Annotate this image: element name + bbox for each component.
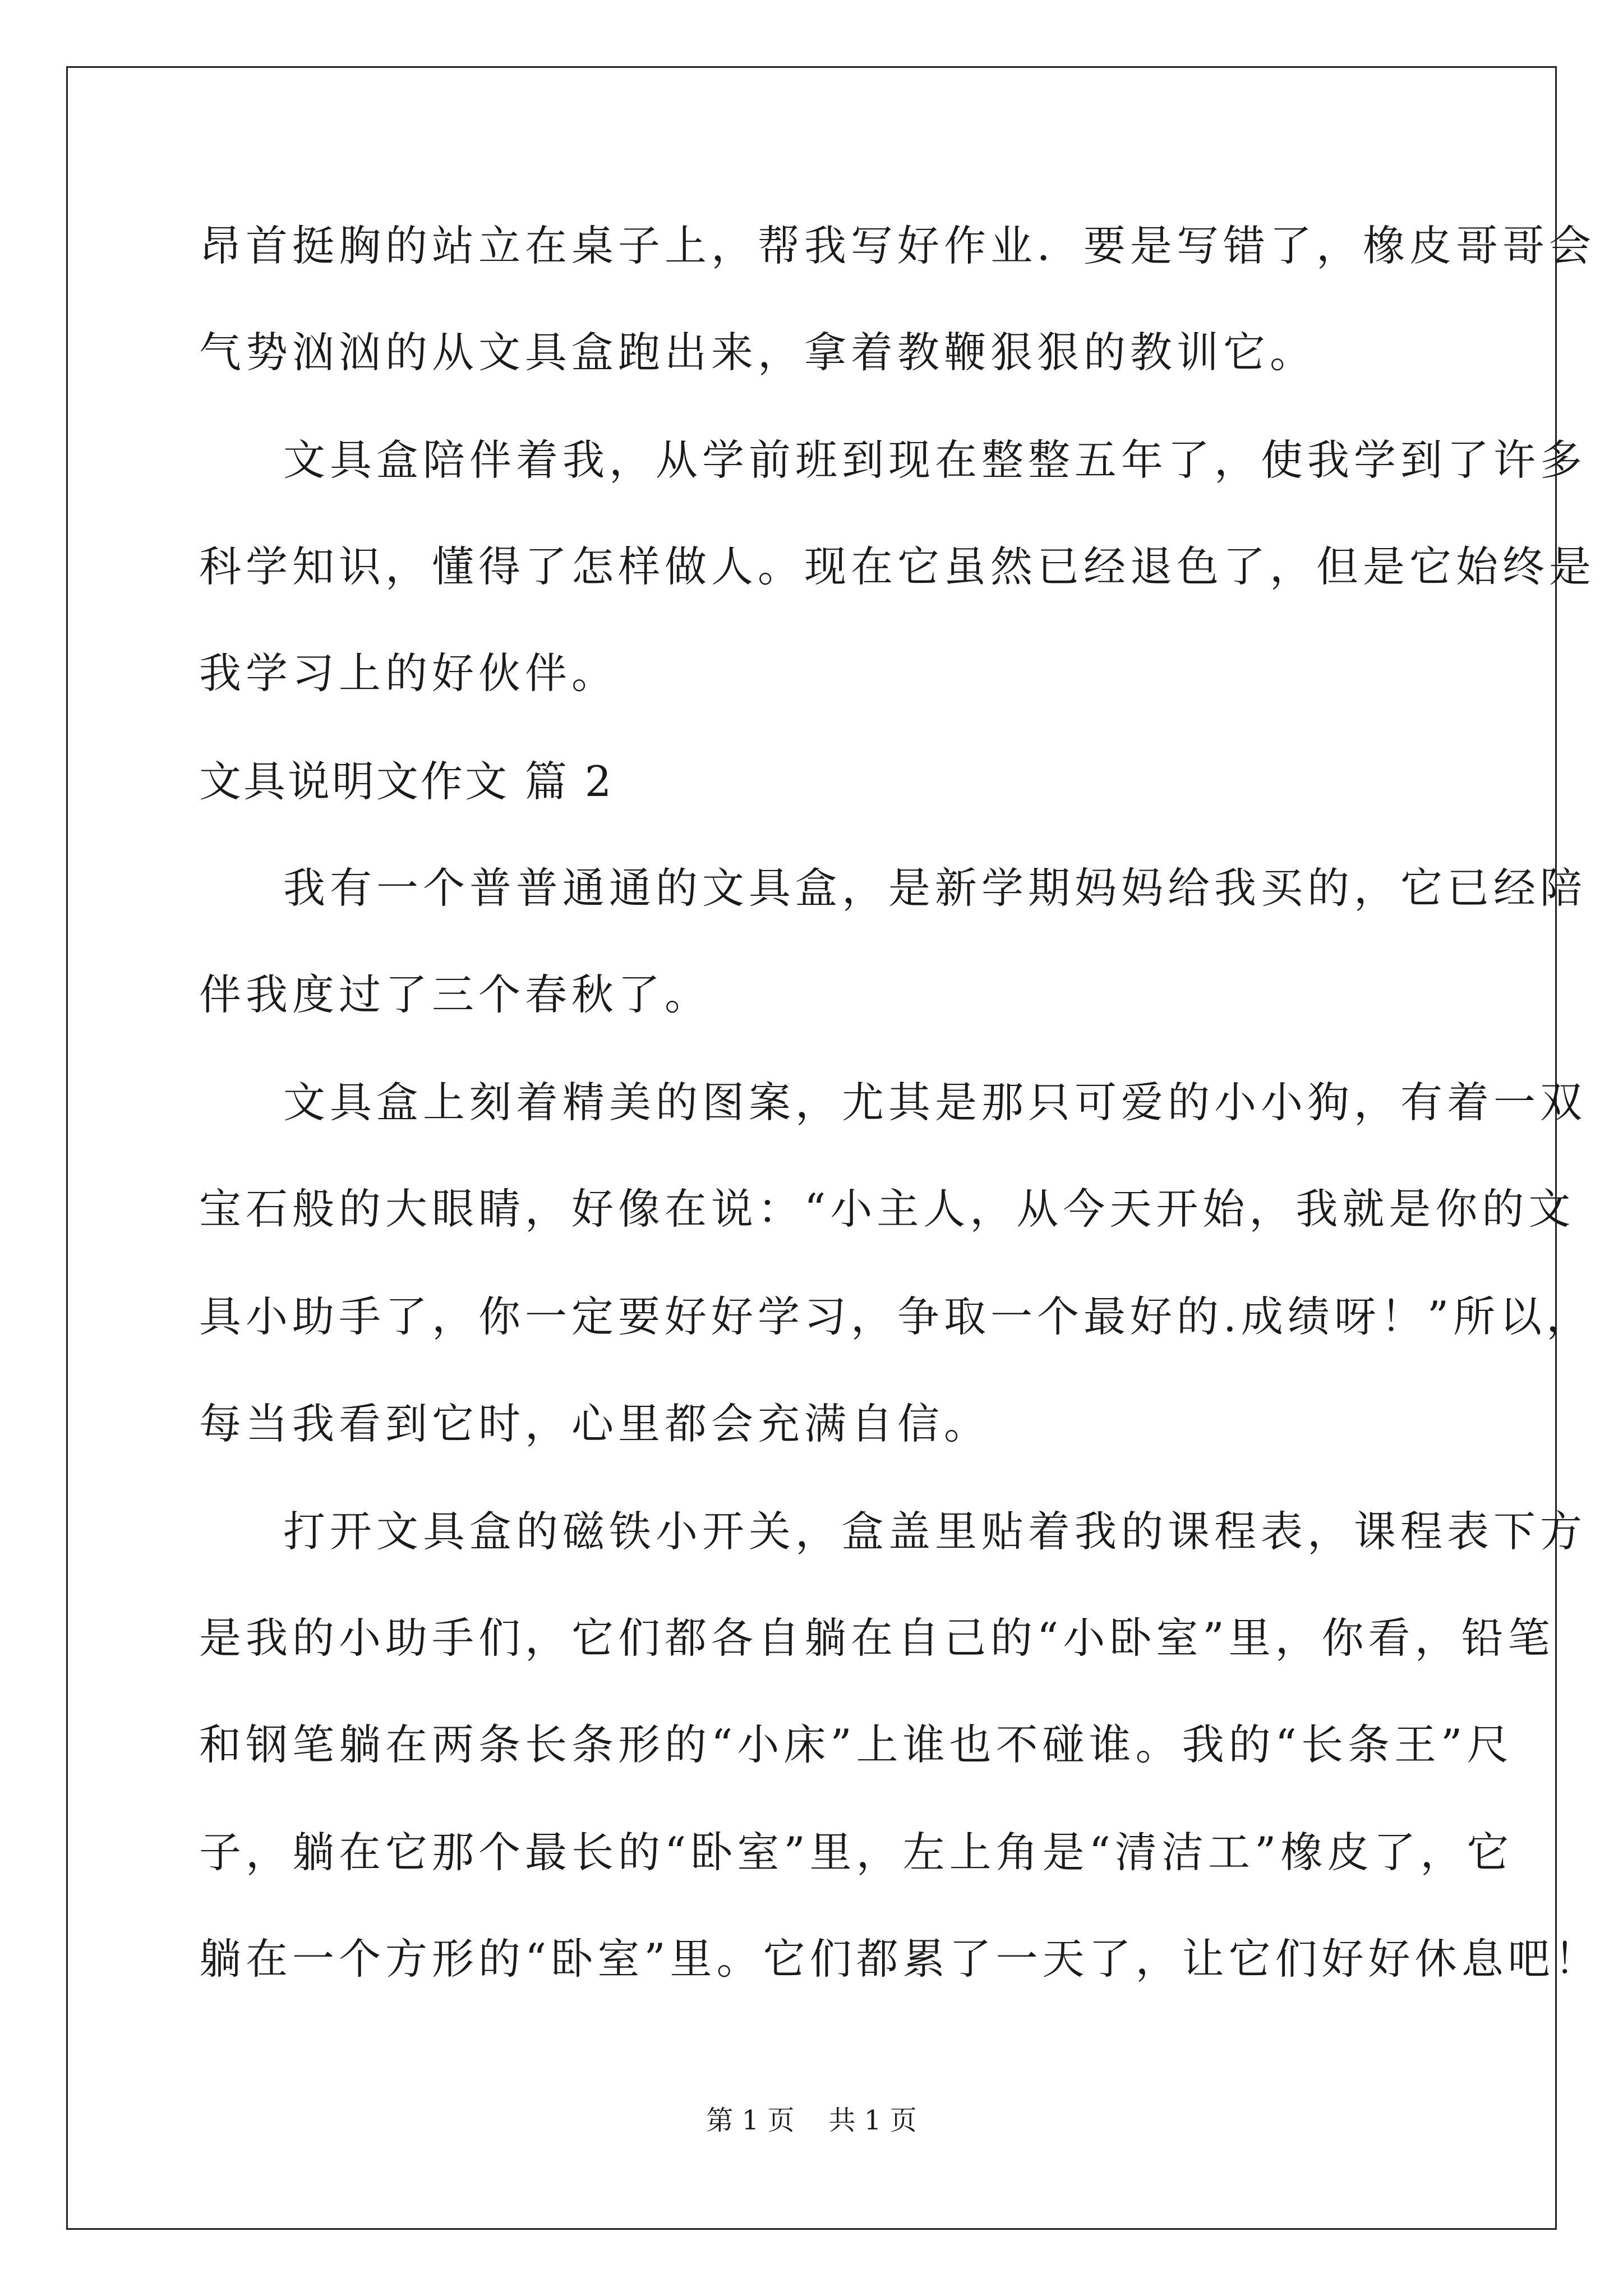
paragraph-line: 躺在一个方形的“卧室”里。它们都累了一天了，让它们好好休息吧！ bbox=[199, 1934, 1601, 1984]
paragraph-line: 文具盒上刻着精美的图案，尤其是那只可爱的小小狗，有着一双 bbox=[283, 1078, 1587, 1127]
paragraph-line: 是我的小助手们，它们都各自躺在自己的“小卧室”里，你看，铅笔 bbox=[199, 1613, 1555, 1663]
paragraph-line: 伴我度过了三个春秋了。 bbox=[199, 970, 712, 1019]
paragraph-line: 和钢笔躺在两条长条形的“小床”上谁也不碰谁。我的“长条王”尺 bbox=[199, 1720, 1514, 1769]
paragraph-line: 科学知识，懂得了怎样做人。现在它虽然已经退色了，但是它始终是 bbox=[199, 542, 1596, 591]
paragraph-line: 打开文具盒的磁铁小开关，盒盖里贴着我的课程表，课程表下方 bbox=[283, 1507, 1587, 1556]
paragraph-line: 气势汹汹的从文具盒跑出来，拿着教鞭狠狠的教训它。 bbox=[199, 328, 1317, 377]
paragraph-line: 我学习上的好伙伴。 bbox=[199, 648, 619, 698]
paragraph-line: 昂首挺胸的站立在桌子上，帮我写好作业．要是写错了，橡皮哥哥会 bbox=[199, 221, 1596, 270]
paragraph-line: 子，躺在它那个最长的“卧室”里，左上角是“清洁工”橡皮了，它 bbox=[199, 1828, 1514, 1877]
paragraph-line: 具小助手了，你一定要好好学习，争取一个最好的.成绩呀！”所以， bbox=[199, 1292, 1593, 1341]
page-footer: 第 1 页 共 1 页 bbox=[706, 2105, 917, 2136]
page-border bbox=[66, 66, 1557, 2230]
paragraph-line: 我有一个普普通通的文具盒，是新学期妈妈给我买的，它已经陪 bbox=[283, 863, 1587, 913]
paragraph-line: 文具盒陪伴着我，从学前班到现在整整五年了，使我学到了许多 bbox=[283, 435, 1587, 485]
paragraph-line: 宝石般的大眼睛，好像在说：“小主人，从今天开始，我就是你的文 bbox=[199, 1184, 1575, 1234]
paragraph-line: 每当我看到它时，心里都会充满自信。 bbox=[199, 1399, 991, 1448]
section-heading: 文具说明文作文 篇 2 bbox=[199, 757, 614, 806]
